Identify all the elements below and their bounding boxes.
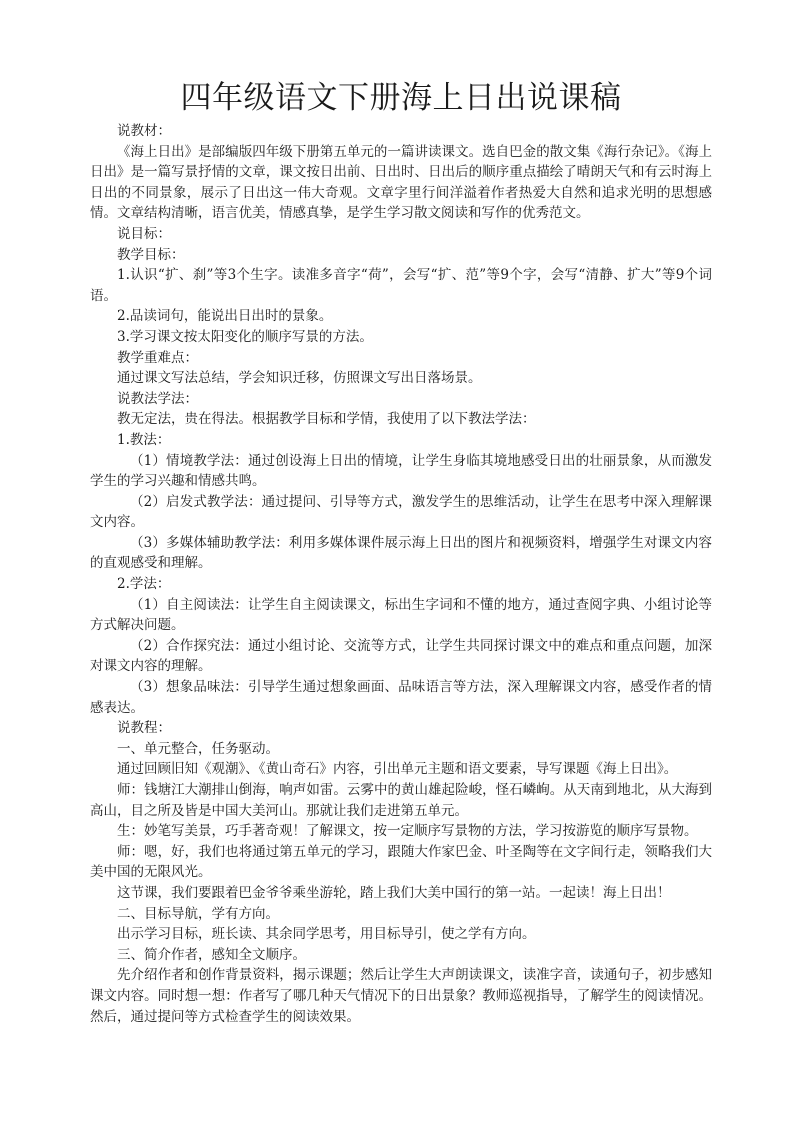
section-heading: 说教法学法：: [117, 390, 198, 407]
list-item: （1）情境教学法：通过创设海上日出的情境，让学生身临其境地感受日出的壮丽景象，从而激发学生的学习兴趣和情感共鸣。: [90, 452, 712, 490]
section-heading: 说目标：: [117, 225, 171, 242]
paragraph: 师：嗯，好，我们也将通过第五单元的学习，跟随大作家巴金、叶圣陶等在文字间行走，领略我们大美中国的无限风光。: [90, 843, 712, 881]
list-item: （2）合作探究法：通过小组讨论、交流等方式，让学生共同探讨课文中的难点和重点问题，加深对课文内容的理解。: [90, 637, 712, 675]
paragraph: 先介绍作者和创作背景资料，揭示课题；然后让学生大声朗读课文，读准字音，读通句子，初步感知课文内容。同时想一想：作者写了哪几种天气情况下的日出景象？教师巡视指导，了解学生的阅读情况。然后，通过提问等方式检查学生的阅读效果。: [90, 967, 712, 1025]
document-page: [90, 78, 712, 1027]
paragraph: 这节课，我们要跟着巴金爷爷乘坐游轮，踏上我们大美中国行的第一站。一起读！海上日出！: [117, 884, 671, 901]
list-item: 3.学习课文按太阳变化的顺序写景的方法。: [117, 328, 373, 345]
subheading: 1.教法：: [117, 431, 171, 448]
document-body: [90, 121, 712, 1027]
subheading: 一、单元整合，任务驱动。: [117, 740, 279, 757]
subheading: 教学目标：: [117, 246, 185, 263]
subheading: 2.学法：: [117, 576, 171, 593]
paragraph: 教无定法，贵在得法。根据教学目标和学情，我使用了以下教法学法：: [117, 411, 536, 428]
paragraph: 师：钱塘江大潮排山倒海，响声如雷。云雾中的黄山雄起险峻，怪石嶙峋。从天南到地北，从大海到高山，目之所及皆是中国大美河山。那就让我们走进第五单元。: [90, 782, 712, 819]
list-item: （3）多媒体辅助教学法：利用多媒体课件展示海上日出的图片和视频资料，增强学生对课文内容的直观感受和理解。: [90, 534, 712, 572]
paragraph: 《海上日出》是部编版四年级下册第五单元的一篇讲读课文。选自巴金的散文集《海行杂记》。《海上日出》是一篇写景抒情的文章，课文按日出前、日出时、日出后的顺序重点描绘了晴朗天气和有云时海上日出的不同景象，展示了日出这一伟大奇观。文章字里行间洋溢着作者热爱大自然和追求光明的思想感情。文章结构清晰，语言优美，情感真挚，是学生学习散文阅读和写作的优秀范文。: [90, 143, 712, 222]
list-item: 2.品读词句，能说出日出时的景象。: [117, 308, 333, 325]
list-item: （3）想象品味法：引导学生通过想象画面、品味语言等方法，深入理解课文内容，感受作者的情感表达。: [90, 679, 712, 716]
section-heading: 说教材：: [117, 123, 171, 139]
paragraph: 通过回顾旧知《观潮》、《黄山奇石》内容，引出单元主题和语文要素，导写课题《海上日出》。: [117, 761, 678, 778]
document-title: 四年级语文下册海上日出说课稿: [180, 80, 622, 116]
section-heading: 说教程：: [117, 720, 171, 737]
subheading: 三、简介作者，感知全文顺序。: [117, 946, 306, 963]
subheading: 教学重难点：: [117, 349, 198, 366]
paragraph: 通过课文写法总结，学会知识迁移，仿照课文写出日落场景。: [117, 370, 482, 387]
subheading: 二、目标导航，学有方向。: [117, 905, 279, 922]
list-item: 1.认识“扩、刹”等3个生字。读准多音字“荷”，会写“扩、范”等9个字，会写“清静、扩大”等9个词语。: [90, 267, 712, 304]
paragraph: 生：妙笔写美景，巧手著奇观！了解课文，按一定顺序写景物的方法，学习按游览的顺序写景物。: [117, 823, 698, 840]
paragraph: 出示学习目标，班长读、其余同学思考，用目标导引，使之学有方向。: [117, 926, 536, 943]
list-item: （2）启发式教学法：通过提问、引导等方式，激发学生的思维活动，让学生在思考中深入理解课文内容。: [90, 493, 712, 531]
list-item: （1）自主阅读法：让学生自主阅读课文，标出生字词和不懂的地方，通过查阅字典、小组讨论等方式解决问题。: [90, 596, 712, 634]
